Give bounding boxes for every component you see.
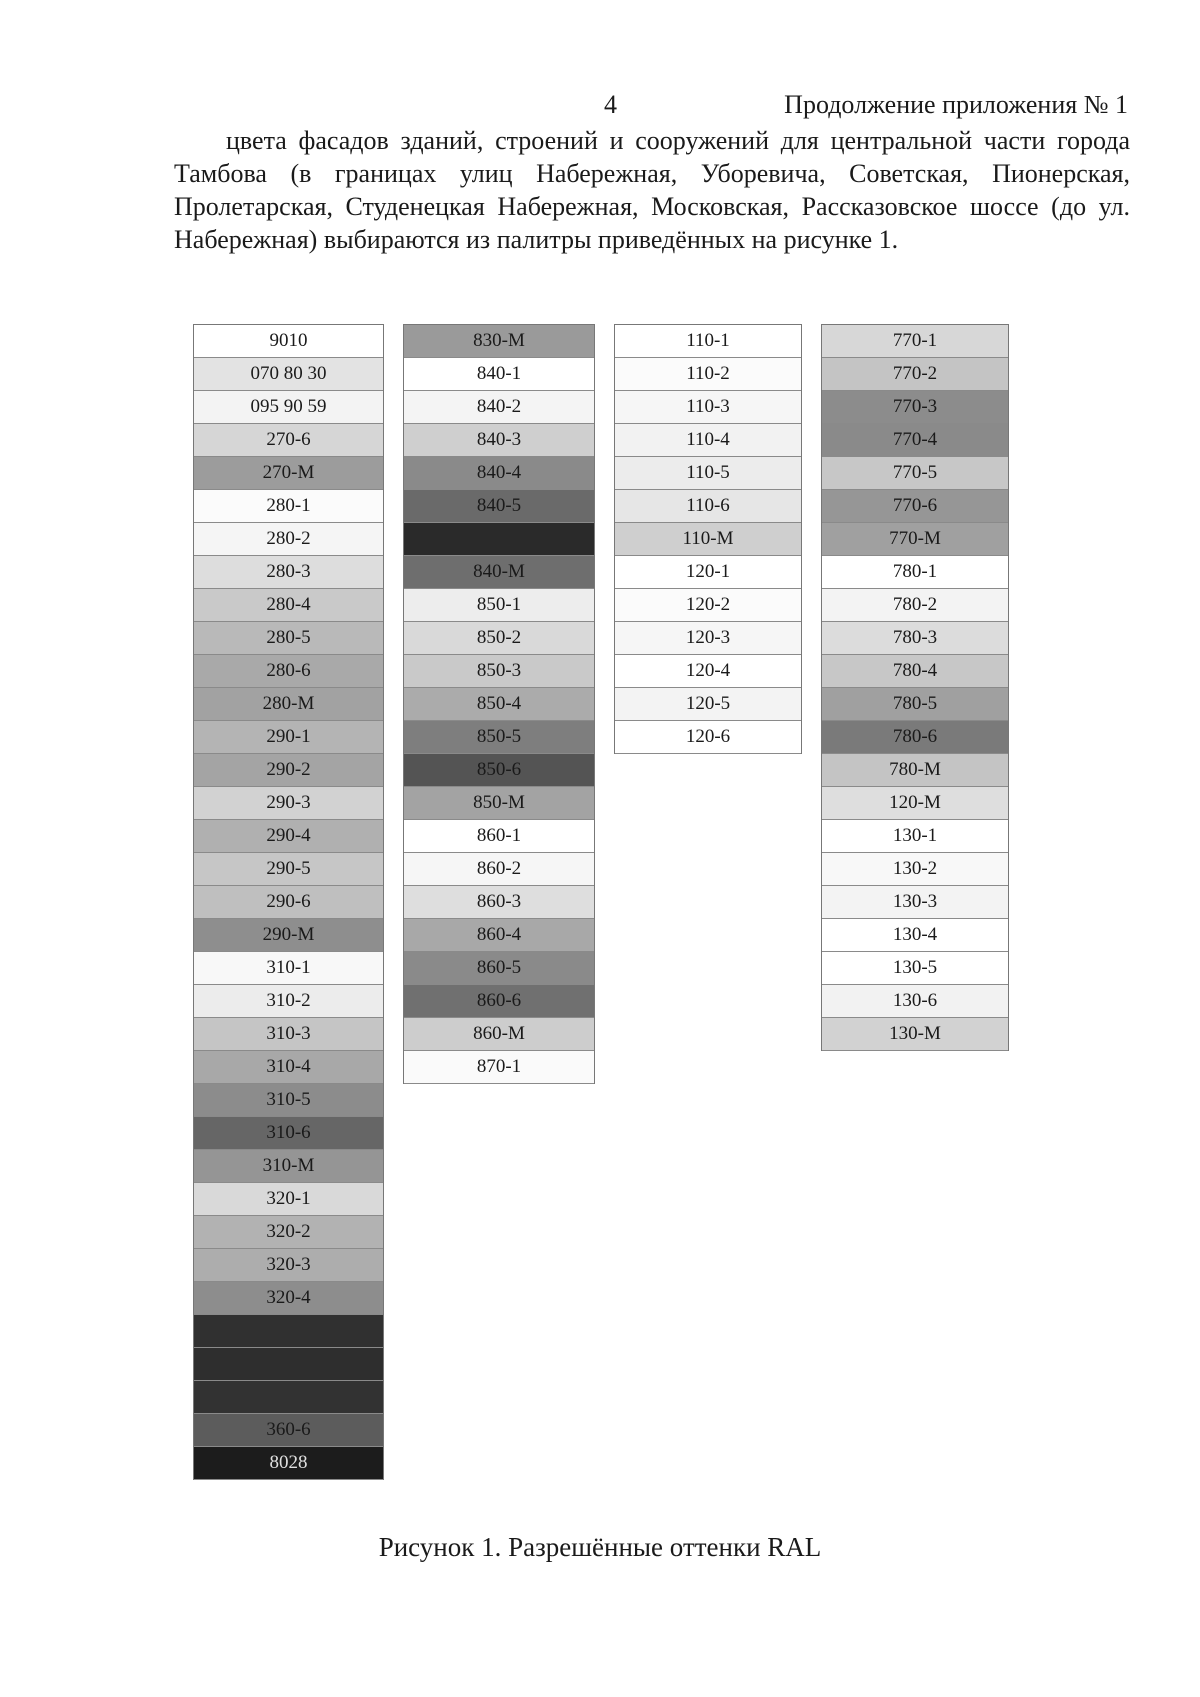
color-swatch: 780-1	[822, 556, 1008, 589]
color-swatch: 130-4	[822, 919, 1008, 952]
color-swatch: 360-6	[194, 1414, 383, 1447]
color-swatch: 120-3	[615, 622, 801, 655]
color-swatch: 130-5	[822, 952, 1008, 985]
palette-column-2	[403, 324, 595, 1084]
color-swatch: 130-1	[822, 820, 1008, 853]
color-swatch: 860-2	[404, 853, 594, 886]
color-swatch: 770-2	[822, 358, 1008, 391]
color-swatch: 120-6	[615, 721, 801, 754]
color-swatch: 110-6	[615, 490, 801, 523]
color-swatch	[194, 1315, 383, 1348]
color-swatch: 070 80 30	[194, 358, 383, 391]
color-swatch: 270-6	[194, 424, 383, 457]
color-swatch: 860-4	[404, 919, 594, 952]
color-swatch: 110-4	[615, 424, 801, 457]
color-swatch: 280-M	[194, 688, 383, 721]
color-swatch: 9010	[194, 325, 383, 358]
color-swatch: 130-M	[822, 1018, 1008, 1051]
color-swatch: 840-4	[404, 457, 594, 490]
color-swatch: 860-5	[404, 952, 594, 985]
color-swatch: 850-5	[404, 721, 594, 754]
palette-column-3	[614, 324, 802, 754]
color-swatch: 780-3	[822, 622, 1008, 655]
color-swatch: 780-2	[822, 589, 1008, 622]
palette-column-1	[193, 324, 384, 1480]
page-number: 4	[604, 90, 617, 119]
color-swatch: 840-1	[404, 358, 594, 391]
color-swatch: 280-2	[194, 523, 383, 556]
color-swatch: 280-1	[194, 490, 383, 523]
continuation-note: Продолжение приложения № 1	[784, 90, 1128, 119]
color-swatch: 110-2	[615, 358, 801, 391]
color-swatch: 110-3	[615, 391, 801, 424]
color-swatch: 280-5	[194, 622, 383, 655]
color-swatch: 290-3	[194, 787, 383, 820]
color-swatch: 840-M	[404, 556, 594, 589]
color-swatch: 770-1	[822, 325, 1008, 358]
color-swatch: 860-M	[404, 1018, 594, 1051]
color-swatch: 290-6	[194, 886, 383, 919]
color-swatch: 850-3	[404, 655, 594, 688]
color-swatch: 280-3	[194, 556, 383, 589]
color-swatch: 120-M	[822, 787, 1008, 820]
color-swatch: 290-M	[194, 919, 383, 952]
color-swatch: 310-2	[194, 985, 383, 1018]
color-swatch: 310-1	[194, 952, 383, 985]
color-swatch: 780-6	[822, 721, 1008, 754]
color-swatch: 840-2	[404, 391, 594, 424]
color-swatch: 830-M	[404, 325, 594, 358]
color-swatch: 840-3	[404, 424, 594, 457]
color-swatch: 320-1	[194, 1183, 383, 1216]
color-swatch: 120-2	[615, 589, 801, 622]
color-swatch: 310-6	[194, 1117, 383, 1150]
color-swatch: 290-4	[194, 820, 383, 853]
color-swatch: 130-6	[822, 985, 1008, 1018]
color-swatch: 850-1	[404, 589, 594, 622]
color-swatch: 8028	[194, 1447, 383, 1480]
color-swatch: 780-4	[822, 655, 1008, 688]
color-swatch: 320-3	[194, 1249, 383, 1282]
color-swatch: 860-6	[404, 985, 594, 1018]
color-swatch: 850-4	[404, 688, 594, 721]
color-swatch: 310-3	[194, 1018, 383, 1051]
color-swatch: 860-1	[404, 820, 594, 853]
color-swatch: 780-M	[822, 754, 1008, 787]
color-swatch: 310-M	[194, 1150, 383, 1183]
color-swatch: 770-6	[822, 490, 1008, 523]
color-swatch: 095 90 59	[194, 391, 383, 424]
figure-caption: Рисунок 1. Разрешённые оттенки RAL	[378, 1532, 822, 1562]
color-swatch: 850-2	[404, 622, 594, 655]
color-swatch: 280-6	[194, 655, 383, 688]
color-swatch: 870-1	[404, 1051, 594, 1084]
color-swatch: 320-4	[194, 1282, 383, 1315]
color-swatch	[404, 523, 594, 556]
color-swatch: 780-5	[822, 688, 1008, 721]
color-swatch: 280-4	[194, 589, 383, 622]
color-swatch: 310-4	[194, 1051, 383, 1084]
color-swatch: 320-2	[194, 1216, 383, 1249]
color-swatch: 770-5	[822, 457, 1008, 490]
color-swatch: 120-4	[615, 655, 801, 688]
intro-paragraph: цвета фасадов зданий, строений и сооружений для центральной части города Тамбова (в границах улиц Набережная, Уборевича, Советская, Пионерская, Пролетарская, Студенецкая Набережная, Московская, Рассказовское шоссе (до ул. Набережная) выбираются из палитры приведённых на рисунке 1.	[174, 126, 1130, 254]
color-swatch: 120-1	[615, 556, 801, 589]
color-swatch: 290-2	[194, 754, 383, 787]
color-swatch: 270-M	[194, 457, 383, 490]
color-swatch: 770-M	[822, 523, 1008, 556]
palette-column-4	[821, 324, 1009, 1051]
color-swatch: 840-5	[404, 490, 594, 523]
color-swatch	[194, 1348, 383, 1381]
color-swatch: 120-5	[615, 688, 801, 721]
color-swatch: 110-1	[615, 325, 801, 358]
color-swatch: 290-5	[194, 853, 383, 886]
color-swatch: 770-4	[822, 424, 1008, 457]
color-swatch: 850-M	[404, 787, 594, 820]
color-swatch: 860-3	[404, 886, 594, 919]
color-swatch: 130-2	[822, 853, 1008, 886]
color-swatch: 290-1	[194, 721, 383, 754]
color-swatch: 310-5	[194, 1084, 383, 1117]
color-swatch: 130-3	[822, 886, 1008, 919]
color-swatch: 110-5	[615, 457, 801, 490]
color-swatch	[194, 1381, 383, 1414]
color-swatch: 770-3	[822, 391, 1008, 424]
color-swatch: 110-M	[615, 523, 801, 556]
color-swatch: 850-6	[404, 754, 594, 787]
